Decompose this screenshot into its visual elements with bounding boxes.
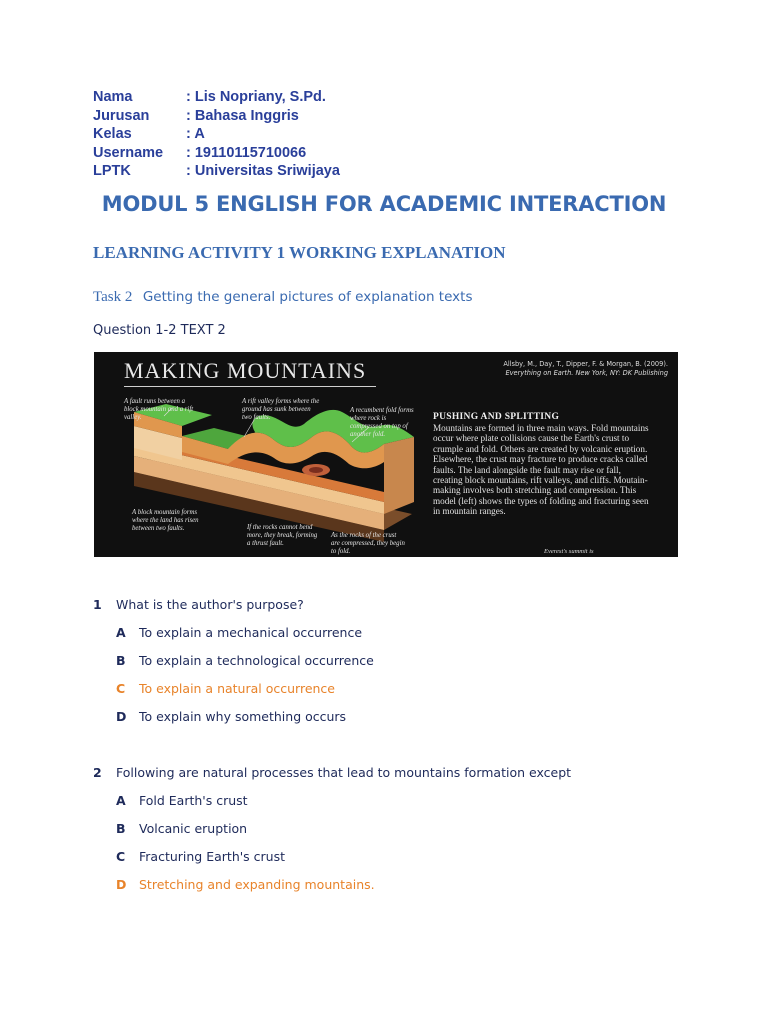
title-underline bbox=[124, 386, 376, 387]
option-text: Fold Earth's crust bbox=[139, 793, 248, 808]
option-letter: B bbox=[116, 821, 126, 836]
info-row-username bbox=[93, 144, 340, 163]
option-text: To explain a mechanical occurrence bbox=[139, 625, 363, 640]
figure-citation bbox=[438, 360, 668, 378]
question-text: What is the author's purpose? bbox=[116, 597, 304, 612]
citation-line: Everything on Earth. New York, NY: DK Publishing bbox=[505, 369, 668, 377]
task-heading bbox=[93, 289, 472, 306]
q2-option-a[interactable] bbox=[116, 793, 248, 808]
identity-block bbox=[93, 88, 340, 181]
q2-option-b[interactable] bbox=[116, 821, 247, 836]
making-mountains-figure bbox=[94, 352, 678, 557]
option-letter: A bbox=[116, 625, 126, 640]
question-number: 2 bbox=[93, 765, 102, 780]
q2-option-d[interactable] bbox=[116, 877, 375, 892]
question-number: 1 bbox=[93, 597, 102, 612]
note-compression: As the rocks of the crust are compressed, they begin to fold. bbox=[331, 532, 405, 555]
option-text: To explain a natural occurrence bbox=[139, 681, 335, 696]
option-letter: C bbox=[116, 849, 126, 864]
task-text: Getting the general pictures of explanation texts bbox=[142, 289, 473, 305]
question-1 bbox=[93, 597, 304, 612]
figure-title: MAKING MOUNTAINS bbox=[124, 358, 367, 383]
task-number: Task 2 bbox=[93, 289, 133, 305]
figure-heading: PUSHING AND SPLITTING bbox=[433, 412, 560, 422]
info-value: : Bahasa Inggris bbox=[186, 107, 299, 124]
option-text: Volcanic eruption bbox=[139, 821, 248, 836]
q1-option-b[interactable] bbox=[116, 653, 374, 668]
info-label: Username bbox=[93, 144, 164, 161]
q1-option-a[interactable] bbox=[116, 625, 362, 640]
question-2 bbox=[93, 765, 571, 780]
note-rift-valley: A rift valley forms where the ground has sunk between two faults. bbox=[242, 398, 320, 421]
q1-option-c[interactable] bbox=[116, 681, 335, 696]
note-block-mountain: A block mountain forms where the land has risen between two faults. bbox=[132, 509, 199, 532]
q2-option-c[interactable] bbox=[116, 849, 285, 864]
info-label: Jurusan bbox=[93, 107, 150, 124]
info-row-nama bbox=[93, 88, 340, 107]
note-thrust-fault: If the rocks cannot bend more, they break, forming a thrust fault. bbox=[247, 524, 318, 547]
section-subtitle: LEARNING ACTIVITY 1 WORKING EXPLANATION bbox=[93, 243, 506, 262]
figure-body-text: Mountains are formed in three main ways. Fold mountains occur where plate collisions cause the Earth's crust to crumple and fold. Others are created by volcanic eruption. Elsewhere, the crust may fracture to produce cracks called faults. The land alongside the fault may rise or fall, creating block mountains, rift valleys, and cliffs. Moutain-making involves both stretching and compression. This model (left) shows the types of folding and fracturing seen in mountain ranges. bbox=[433, 423, 649, 517]
info-row-lptk bbox=[93, 162, 340, 181]
citation-line: Allsby, M., Day, T., Dipper, F. & Morgan, B. (2009). bbox=[503, 360, 668, 368]
info-value: : Lis Nopriany, S.Pd. bbox=[186, 89, 326, 105]
info-label: Kelas bbox=[93, 126, 132, 143]
option-letter: D bbox=[116, 877, 127, 892]
option-letter: A bbox=[116, 793, 126, 808]
info-value: : 19110115710066 bbox=[186, 144, 307, 161]
option-letter: B bbox=[116, 653, 126, 668]
page-title: MODUL 5 ENGLISH FOR ACADEMIC INTERACTION bbox=[101, 192, 667, 216]
info-label: LPTK bbox=[93, 163, 131, 180]
info-row-jurusan bbox=[93, 107, 340, 126]
option-letter: C bbox=[116, 681, 126, 696]
note-fault: A fault runs between a block mountain and a rift valley. bbox=[124, 398, 194, 421]
info-row-kelas bbox=[93, 125, 340, 144]
question-text: Following are natural processes that lead to mountains formation except bbox=[116, 765, 572, 780]
question-label: Question 1-2 TEXT 2 bbox=[93, 323, 226, 338]
option-text: Stretching and expanding mountains. bbox=[139, 877, 375, 892]
info-label: Nama bbox=[93, 89, 133, 105]
option-text: Fracturing Earth's crust bbox=[139, 849, 286, 864]
note-recumbent-fold: A recumbent fold forms where rock is compressed on top of another fold. bbox=[350, 407, 414, 438]
option-text: To explain a technological occurrence bbox=[139, 653, 374, 668]
info-value: : Universitas Sriwijaya bbox=[186, 163, 340, 180]
option-letter: D bbox=[116, 709, 127, 724]
info-value: : A bbox=[186, 126, 205, 143]
q1-option-d[interactable] bbox=[116, 709, 346, 724]
figure-footer: Everest's summit is bbox=[544, 548, 594, 555]
option-text: To explain why something occurs bbox=[139, 709, 347, 724]
